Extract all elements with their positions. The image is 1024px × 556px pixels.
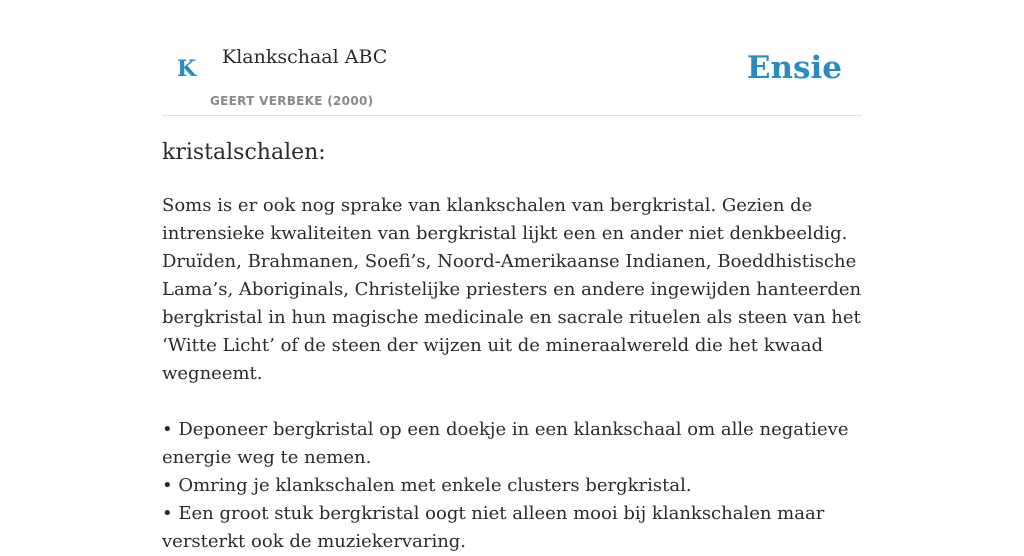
book-author: GEERT VERBEKE (2000) [210,94,374,108]
book-title-link[interactable]: Klankschaal ABC [222,46,388,68]
ensie-logo-link[interactable]: Ensie [746,50,842,86]
paragraph-spacer [162,388,862,416]
entry-title: kristalschalen: [162,140,326,165]
entry-content [162,192,862,556]
bullet-item: • Deponeer bergkristal op een doekje in een klankschaal om alle negatieve energie weg te nemen. [162,419,849,468]
entry-paragraph: Soms is er ook nog sprake van klankschalen van bergkristal. Gezien de intrensieke kwaliteiten van bergkristal lijkt een en ander niet denkbeeldig. Druïden, Brahmanen, Soefi’s, Noord-Amerikaanse Indianen, Boeddhistische Lama’s, Aboriginals, Christelijke priesters en andere ingewijden hanteerden bergkristal in hun magische medicinale en sacrale rituelen als steen van het ‘Witte Licht’ of de steen der wijzen uit de mineraalwereld die het kwaad wegneemt. [162,195,862,384]
bullet-item: • Een groot stuk bergkristal oogt niet alleen mooi bij klankschalen maar versterkt ook de muziekervaring. [162,503,825,552]
book-letter-icon[interactable]: K [177,56,197,82]
entry-header [162,0,862,116]
bullet-item: • Omring je klankschalen met enkele clusters bergkristal. [162,475,692,496]
